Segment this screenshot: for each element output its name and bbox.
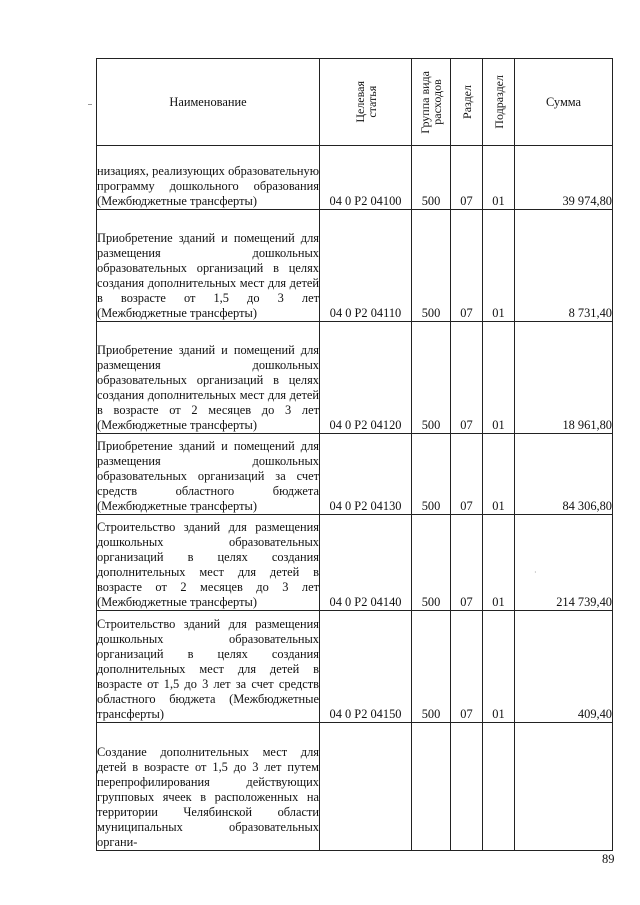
row-code: 04 0 P2 04120 <box>320 322 412 434</box>
table-row <box>97 611 613 723</box>
row-name: Приобретение зданий и помещений для размещения дошкольных образовательных организаций за счет средств областного бюджета (Межбюджетные трансферты) <box>97 434 320 515</box>
row-code: 04 0 P2 04100 <box>320 146 412 210</box>
row-subsection: 01 <box>483 515 515 611</box>
table-row <box>97 434 613 515</box>
row-subsection: 01 <box>483 611 515 723</box>
table-row <box>97 515 613 611</box>
header-expense-group: Группа вида расходов <box>412 59 451 146</box>
row-section: 07 <box>451 210 483 322</box>
row-group: 500 <box>412 210 451 322</box>
row-code: 04 0 P2 04140 <box>320 515 412 611</box>
row-code: 04 0 P2 04110 <box>320 210 412 322</box>
row-subsection: 01 <box>483 210 515 322</box>
stray-mark: · <box>534 568 537 577</box>
row-subsection: 01 <box>483 434 515 515</box>
table-row <box>97 146 613 210</box>
header-name: Наименование <box>97 59 320 146</box>
row-amount: 8 731,40 <box>515 210 613 322</box>
row-section: 07 <box>451 434 483 515</box>
row-group: 500 <box>412 434 451 515</box>
row-code: 04 0 P2 04150 <box>320 611 412 723</box>
row-name: Приобретение зданий и помещений для размещения дошкольных образовательных организаций в целях создания дополнительных мест для детей в возрасте от 2 месяцев до 3 лет (Межбюджетные трансферты) <box>97 322 320 434</box>
row-amount: 214 739,40 <box>515 515 613 611</box>
row-name: низациях, реализующих образовательную программу дошкольного образования (Межбюджетные трансферты) <box>97 146 320 210</box>
row-section: 07 <box>451 515 483 611</box>
row-code: 04 0 P2 04130 <box>320 434 412 515</box>
header-section: Раздел <box>451 59 483 146</box>
row-name: Приобретение зданий и помещений для размещения дошкольных образовательных организаций в целях создания дополнительных мест для детей в возрасте от 1,5 до 3 лет (Межбюджетные трансферты) <box>97 210 320 322</box>
row-section <box>451 723 483 851</box>
row-group: 500 <box>412 146 451 210</box>
row-group: 500 <box>412 515 451 611</box>
table-row <box>97 723 613 851</box>
row-name: Создание дополнительных мест для детей в возрасте от 1,5 до 3 лет путем перепрофилирования действующих групповых ячеек в расположенных на территории Челябинской области муниципальных образовательных органи- <box>97 723 320 851</box>
row-subsection: 01 <box>483 322 515 434</box>
row-amount <box>515 723 613 851</box>
header-amount: Сумма <box>515 59 613 146</box>
table-header-row <box>97 59 613 146</box>
row-subsection <box>483 723 515 851</box>
row-subsection: 01 <box>483 146 515 210</box>
row-amount: 409,40 <box>515 611 613 723</box>
row-amount: 18 961,80 <box>515 322 613 434</box>
row-group: 500 <box>412 322 451 434</box>
row-name: Строительство зданий для размещения дошкольных образовательных организаций в целях создания дополнительных мест для детей в возрасте от 2 месяцев до 3 лет (Межбюджетные трансферты) <box>97 515 320 611</box>
margin-mark <box>88 104 92 105</box>
header-subsection: Подраздел <box>483 59 515 146</box>
row-code <box>320 723 412 851</box>
row-section: 07 <box>451 146 483 210</box>
row-name: Строительство зданий для размещения дошкольных образовательных организаций в целях создания дополнительных мест для детей в возрасте от 1,5 до 3 лет за счет средств областного бюджета (Межбюджетные трансферты) <box>97 611 320 723</box>
budget-table <box>96 58 613 851</box>
table-row <box>97 210 613 322</box>
row-group <box>412 723 451 851</box>
header-target-article: Целевая статья <box>320 59 412 146</box>
row-amount: 39 974,80 <box>515 146 613 210</box>
row-group: 500 <box>412 611 451 723</box>
table-row <box>97 322 613 434</box>
row-amount: 84 306,80 <box>515 434 613 515</box>
row-section: 07 <box>451 322 483 434</box>
row-section: 07 <box>451 611 483 723</box>
page-number: 89 <box>602 852 615 866</box>
